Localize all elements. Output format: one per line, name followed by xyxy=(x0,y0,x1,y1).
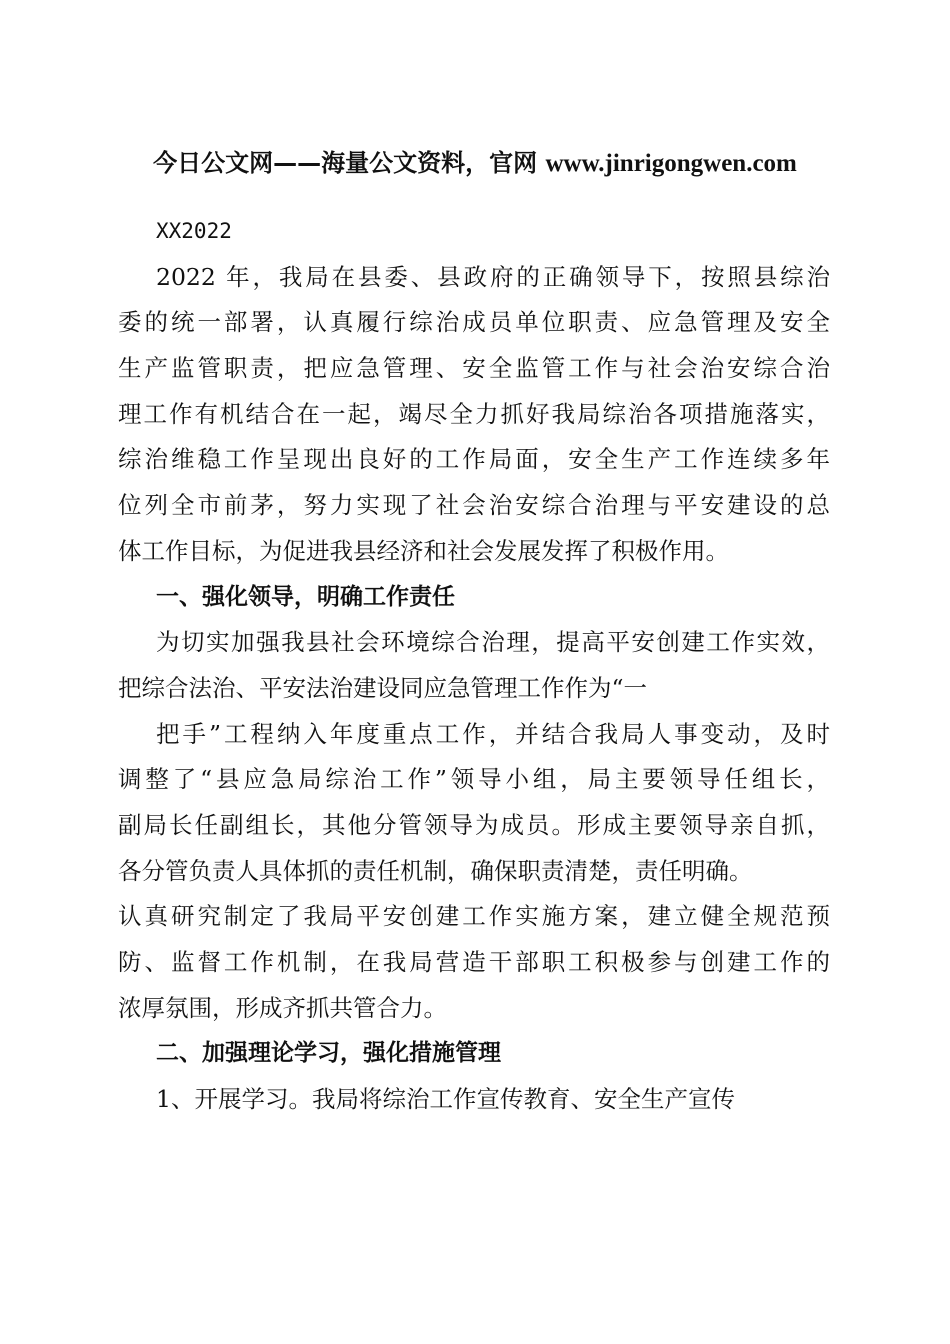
text-line: 浓厚氛围，形成齐抓共管合力。 xyxy=(118,993,447,1022)
section-heading-2: 二、加强理论学习，强化措施管理 xyxy=(156,1040,501,1067)
text-line: 体工作目标，为促进我县经济和社会发展发挥了积极作用。 xyxy=(118,536,729,565)
text-line: 为切实加强我县社会环境综合治理，提高平安创建工作实效， xyxy=(156,628,830,657)
text-line: 调整了“县应急局综治工作”领导小组，局主要领导任组长， xyxy=(118,765,830,794)
text-line: 综治维稳工作呈现出良好的工作局面，安全生产工作连续多年 xyxy=(118,445,830,474)
text-line: 1、开展学习。我局将综治工作宣传教育、安全生产宣传 xyxy=(156,1085,735,1114)
text-line: 生产监管职责，把应急管理、安全监管工作与社会治安综合治 xyxy=(118,354,830,383)
site-url[interactable]: www.jinrigongwen.com xyxy=(545,150,797,177)
site-name: 今日公文网——海量公文资料，官网 xyxy=(153,149,546,177)
document-body xyxy=(118,209,830,1123)
text-line: 2022 年，我局在县委、县政府的正确领导下，按照县综治 xyxy=(156,262,830,291)
section-1-paragraph xyxy=(118,620,830,1031)
section-heading-1: 一、强化领导，明确工作责任 xyxy=(156,583,455,610)
text-line: 把综合法治、平安法治建设同应急管理工作作为“一 xyxy=(118,673,648,702)
text-line: 副局长任副组长，其他分管领导为成员。形成主要领导亲自抓， xyxy=(118,810,830,839)
text-line: 把手”工程纳入年度重点工作，并结合我局人事变动，及时 xyxy=(156,719,830,748)
section-2-paragraph xyxy=(118,1077,830,1123)
text-line: 各分管负责人具体抓的责任机制，确保职责清楚，责任明确。 xyxy=(118,856,753,885)
site-header xyxy=(0,146,950,181)
text-line: 理工作有机结合在一起，竭尽全力抓好我局综治各项措施落实， xyxy=(118,399,830,428)
text-line: 认真研究制定了我局平安创建工作实施方案，建立健全规范预 xyxy=(118,902,830,931)
document-code: XX2022 xyxy=(156,219,232,243)
intro-paragraph xyxy=(118,255,830,575)
text-line: 防、监督工作机制，在我局营造干部职工积极参与创建工作的 xyxy=(118,948,830,976)
text-line: 委的统一部署，认真履行综治成员单位职责、应急管理及安全 xyxy=(118,308,830,337)
text-line: 位列全市前茅，努力实现了社会治安综合治理与平安建设的总 xyxy=(118,491,830,520)
